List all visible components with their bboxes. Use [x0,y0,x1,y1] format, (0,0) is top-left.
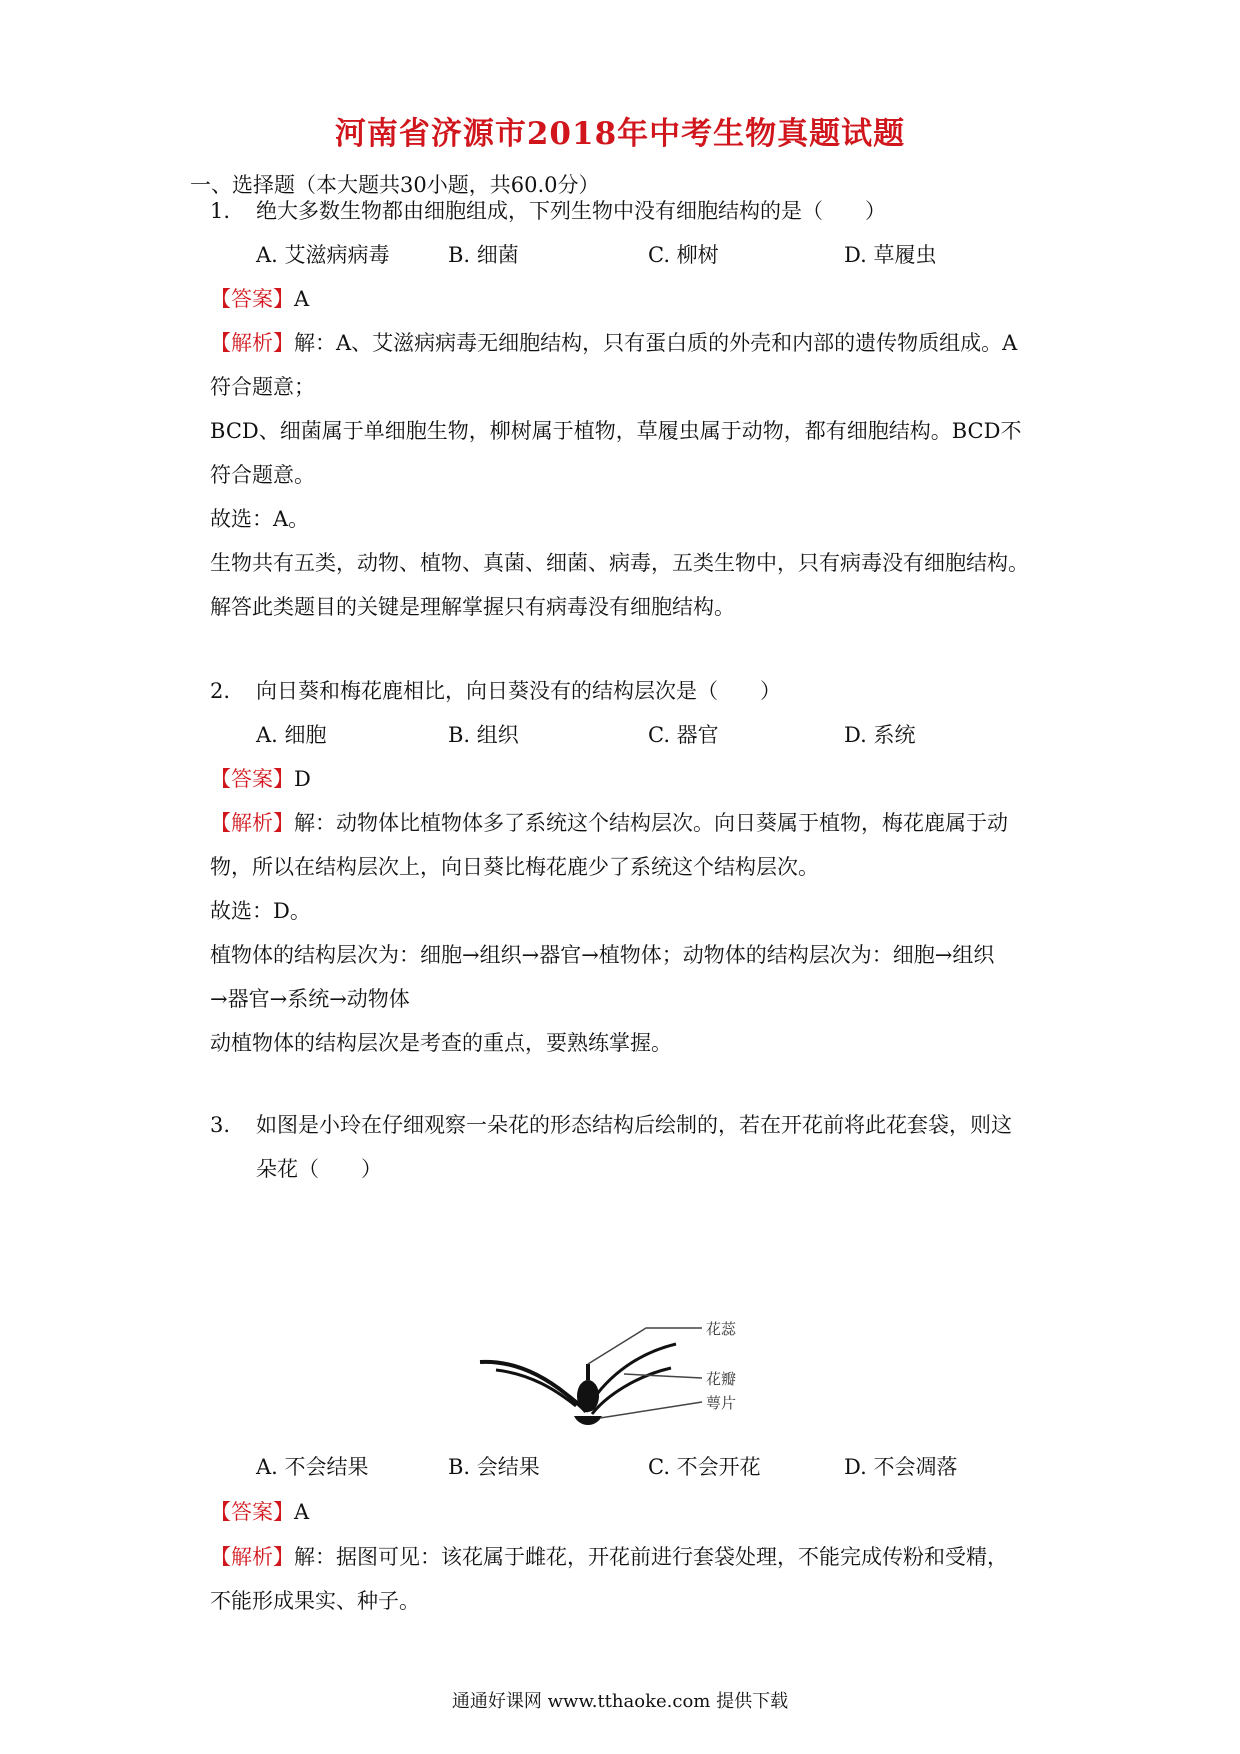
question-3-analysis [210,1542,1008,1572]
analysis-line: 解：动物体比植物体多了系统这个结构层次。向日葵属于植物，梅花鹿属于动 [294,811,1008,835]
analysis-line: 故选：D。 [210,899,311,923]
pistil-shape [577,1380,599,1412]
analysis-label: 【解析】 [210,331,294,355]
question-1-stem-line: 绝大多数生物都由细胞组成，下列生物中没有细胞结构的是（ ） [256,199,886,223]
section-heading: 一、选择题（本大题共30小题，共60.0分） [190,173,600,197]
page-title: 河南省济源市2018年中考生物真题试题 [334,116,906,152]
question-2-answer [210,764,311,794]
flower-diagram [476,1320,776,1430]
answer-label: 【答案】 [210,1500,294,1524]
analysis-line: 生物共有五类，动物、植物、真菌、细菌、病毒，五类生物中，只有病毒没有细胞结构。 [210,551,1029,575]
question-1-option-d: D. 草履虫 [844,243,937,267]
question-1-option-c: C. 柳树 [648,243,719,267]
answer-label: 【答案】 [210,287,294,311]
question-3-stem [210,1110,1012,1140]
answer-value: D [294,767,311,791]
question-2-number: 2. [210,679,231,703]
question-3-stem-line: 如图是小玲在仔细观察一朵花的形态结构后绘制的，若在开花前将此花套袋，则这 [256,1113,1012,1137]
leader-line-petal [624,1374,702,1378]
question-2-analysis [210,808,1008,838]
leader-line-pistil [588,1328,702,1364]
leader-line-sepal [600,1402,702,1418]
question-2-stem [210,676,781,706]
question-3-answer [210,1497,309,1527]
answer-value: A [294,1500,310,1524]
analysis-line: →器官→系统→动物体 [210,987,410,1011]
figure-label-petal: 花瓣 [706,1370,737,1388]
question-2-option-b: B. 组织 [448,723,519,747]
question-1-number: 1. [210,199,231,223]
receptacle-shape [574,1416,602,1425]
question-2-option-a: A. 细胞 [256,723,327,747]
analysis-line: 动植物体的结构层次是考查的重点，要熟练掌握。 [210,1031,672,1055]
answer-label: 【答案】 [210,767,294,791]
analysis-line: 不能形成果实、种子。 [210,1589,420,1613]
right-outer-petal [586,1344,676,1412]
question-1-option-a: A. 艾滋病病毒 [256,243,390,267]
question-1-option-b: B. 细菌 [448,243,519,267]
question-3-option-b: B. 会结果 [448,1455,540,1479]
figure-label-pistil: 花蕊 [706,1320,737,1338]
question-3-number: 3. [210,1113,231,1137]
answer-value: A [294,287,310,311]
question-3-option-d: D. 不会凋落 [844,1455,958,1479]
question-1-stem [210,196,886,226]
analysis-line: 符合题意。 [210,463,315,487]
question-2-option-d: D. 系统 [844,723,916,747]
analysis-line: BCD、细菌属于单细胞生物，柳树属于植物，草履虫属于动物，都有细胞结构。BCD不 [210,419,1022,443]
analysis-line: 植物体的结构层次为：细胞→组织→器官→植物体；动物体的结构层次为：细胞→组织 [210,943,995,967]
question-1-analysis [210,328,1017,358]
question-3-option-c: C. 不会开花 [648,1455,761,1479]
analysis-line: 物，所以在结构层次上，向日葵比梅花鹿少了系统这个结构层次。 [210,855,819,879]
question-2-option-c: C. 器官 [648,723,719,747]
question-3-option-a: A. 不会结果 [256,1455,369,1479]
analysis-label: 【解析】 [210,1545,294,1569]
analysis-line: 解答此类题目的关键是理解掌握只有病毒没有细胞结构。 [210,595,735,619]
question-1-answer [210,284,309,314]
analysis-line: 故选：A。 [210,507,310,531]
analysis-line: 解：据图可见：该花属于雌花，开花前进行套袋处理，不能完成传粉和受精， [294,1545,1008,1569]
page-footer: 通通好课网 www.tthaoke.com 提供下载 [451,1691,789,1712]
analysis-label: 【解析】 [210,811,294,835]
analysis-line: 解：A、艾滋病病毒无细胞结构，只有蛋白质的外壳和内部的遗传物质组成。A [294,331,1018,355]
question-3-stem-line: 朵花（ ） [256,1157,382,1181]
left-outer-petal [480,1362,586,1412]
analysis-line: 符合题意； [210,375,315,399]
question-2-stem-line: 向日葵和梅花鹿相比，向日葵没有的结构层次是（ ） [256,679,781,703]
figure-label-sepal: 萼片 [706,1394,737,1412]
